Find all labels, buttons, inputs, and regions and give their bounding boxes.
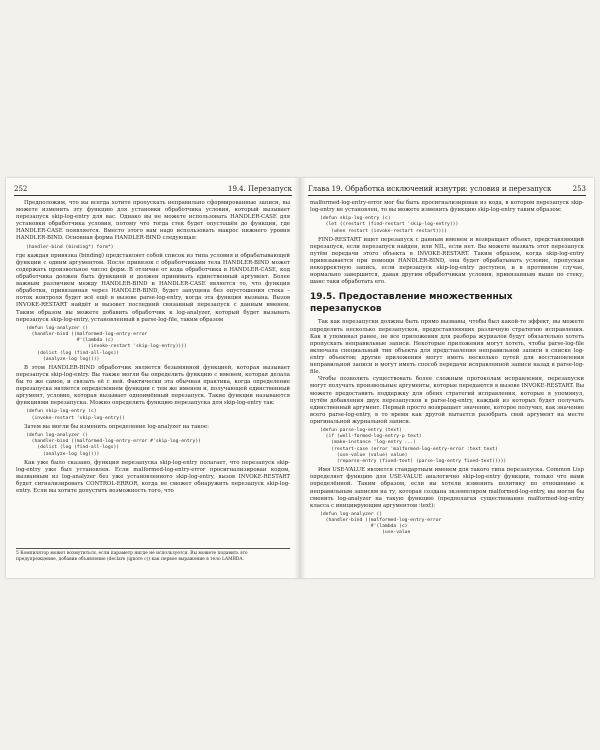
code-block: (defun log-analyzer () (handler-bind ((malformed-log-entry-error #'skip-log-entry)) (dolist (log (find-all-logs)) (analyze-log log)))) [26, 432, 201, 457]
left-page-content [16, 200, 290, 495]
right-page-number: 253 [572, 185, 586, 193]
paragraph: Так как перезапуски должны быть прямо вызваны, чтобы был какой-то эффект, вы можете определить несколько перезапусков, предоставляющих различную стратегию исправления. Как я упоминал ранее, не все приложения для разбора журналов будут обязательно хотеть пропускать неправильные записи. Некоторые приложения могут хотеть, чтобы parse-log-file включала специальный тип объекта для представления неправильной записи в списке log-entry объектов; другие приложения могут иметь несколько путей для восстановления неправильной записи и могут иметь способ передачи исправленной записи назад в parse-log-file. [310, 319, 584, 376]
book-spread [6, 178, 594, 578]
paragraph: Чтобы позволить существовать более сложным протоколам исправления, перезапуски могут получать произвольные аргументы, которые передаются в вызове INVOKE-RESTART. Вы можете предоставить поддержку для обеих стратегий исправления, которые я упомянул, путём добавления двух перезапусков к parse-log-entry, каждый из которых будет получать единственный аргумент. Первый просто возвращает значение, которое получил, как значение всего parse-log-entry, в то время как другой пытается разобрать свой аргумент на месте оригинальной журнальной записи. [310, 376, 584, 425]
code-block: (defun parse-log-entry (text) (if (well-formed-log-entry-p text) (make-instance 'log-entry ...) (restart-case (error 'malformed-log-entry-error :text text) (use-value (value) value) (reparse-entry (fixed-text) (parse-log-entry fixed-text))))) [320, 428, 507, 465]
left-page-header [14, 185, 292, 196]
code-block: (defun skip-log-entry (c) (let ((restart (find-restart 'skip-log-entry))) (when restart (invoke-restart restart)))) [320, 216, 459, 234]
paragraph: В этом HANDLER-BIND обработчик является безымянной функцией, которая вызывает перезапуск skip-log-entry. Вы также могли бы определить функцию с именем, которая делала бы то же самое, и связать её с ней. Фактически эта обычная практика, когда определение перезапуска является определением функции с тем же именем и, получающей единственный аргумент, условие, которая вызывает одноимённый перезапуск. Такие функции называются функциями перезапуска. Можно определить функцию перезапуска для skip-log-entry так: [16, 364, 290, 407]
code-block: (defun skip-log-entry (c) (invoke-restart 'skip-log-entry)) [26, 409, 125, 421]
paragraph: Имя USE-VALUE является стандартным именем для такого типа перезапуска. Common Lisp определяет функцию для USE-VALUE аналогично skip-log-entry функции, только что вами определённой. Таким образом, если вы хотели изменить политику по отношению к неправильным записям на ту, которая создана экземпляром malformed-log-entry, вы могли бы сменить log-analyzer на такую функцию (предполагая существование malformed-log-entry класса с инициирующим аргументом :text): [310, 467, 584, 509]
code-block: (handler-bind (binding*) form*) [26, 244, 114, 250]
paragraph: Затем вы могли бы изменить определение log-analyzer на такое: [24, 423, 209, 430]
book-gutter [294, 178, 306, 578]
paragraph: Как уже было сказано, функция перезапуска skip-log-entry полагает, что перезапуск skip-log-entry уже был установлен. Если malformed-log-entry-error просигнализирован кодом, вызванным из log-analyzer без уже установленного skip-log-entry, вызов INVOKE-RESTART будет сигнализировать CONTROL-ERROR, когда не сможет обнаружить перезапуск skip-log-entry. Если вы хотите допустить возможность того, что [16, 459, 290, 495]
right-page-content [310, 200, 584, 539]
paragraph: где каждая привязка (binding) представляет собой список из типа условия и обрабатывающей функции с одним аргументом. После привязок с обработчиками тела HANDLER-BIND может содержать произвольное число форм. В отличие от кода обработчика в HANDLER-CASE, код обработчика должен быть функцией и должен принимать единственный аргумент. Более важным различием между HANDLER-BIND и HANDLER-CASE является то, что функция обработки, привязанная через HANDLER-BIND, будет запущена без опустошения стека – поток контроля будет всё ещё в вызове parse-log-entry, когда эта функция вызвана. Вызов INVOKE-RESTART найдёт и вызовет последний связанный перезапуск с данным именем. Таким образом вы можете добавить обработчик к log-analyzer, который будет вызывать перезапуск skip-log-entry, установленный в parse-log-file, таким образом [16, 252, 290, 323]
left-page [6, 178, 300, 578]
footnote: 5 Компилятор может возмутиться, если параметр нигде не используется. Вы можете подавить это предупреждение, добавив объявление (declare (ignore c)) как первое выражение в тело LAMBDA. [16, 548, 290, 562]
right-page [300, 178, 594, 578]
paragraph: FIND-RESTART ищет перезапуск с данным именем и возвращает объект, представляющий перезапуск, если перезапуск найден, или NIL, если нет. Вы можете вызвать этот перезапуск путём передачи этого объекта в INVOKE-RESTART. Таким образом, когда skip-log-entry привязывается при помощи HANDLER-BIND, она будет обрабатывать условие, пропуская некорректную запись, если перезапуск skip-log-entry доступен, и в противном случае, нормально завершится, давая другим обработчикам условия, привязанным выше по стеку, шанс таки обработать его. [310, 236, 584, 286]
code-block: (defun log-analyzer () (handler-bind ((malformed-log-entry-error #'(lambda (c) (use-value [320, 511, 442, 536]
section-title: 19.5. Предоставление множественных перезапусков [310, 292, 513, 315]
left-running-title: 19.4. Перезапуск [228, 185, 292, 193]
left-page-number: 252 [14, 185, 28, 193]
right-page-header [308, 185, 586, 196]
right-running-title: Глава 19. Обработка исключений изнутри: условия и перезапуск [308, 185, 552, 193]
paragraph: malformed-log-entry-error мог бы быть просигнализирован из кода, в котором перезапуск skip-log-entry не установлен, то вы можете изменить функцию skip-log-entry таким образом: [310, 200, 584, 214]
paragraph: Предположим, что вы всегда хотите пропускать неправильно сформированные записи, вы можете изменить эту функцию для установки обработчика условия, который вызывает перезапуск skip-log-entry для вас. Однако вы не можете использовать HANDLER-CASE для установки обработчика условия, потому что тогда стек будет опустошён до функции, где HANDLER-CASE появляется. Вместо этого вам надо использовать макрос нижнего уровня HANDLER-BIND. Основная форма HANDLER-BIND следующая: [16, 200, 290, 242]
code-block: (defun log-analyzer () (handler-bind ((malformed-log-entry-error #'(lambda (c) (invoke-restart 'skip-log-entry)))) (dolist (log (find-all-logs)) (analyze-log log)))) [26, 325, 187, 362]
